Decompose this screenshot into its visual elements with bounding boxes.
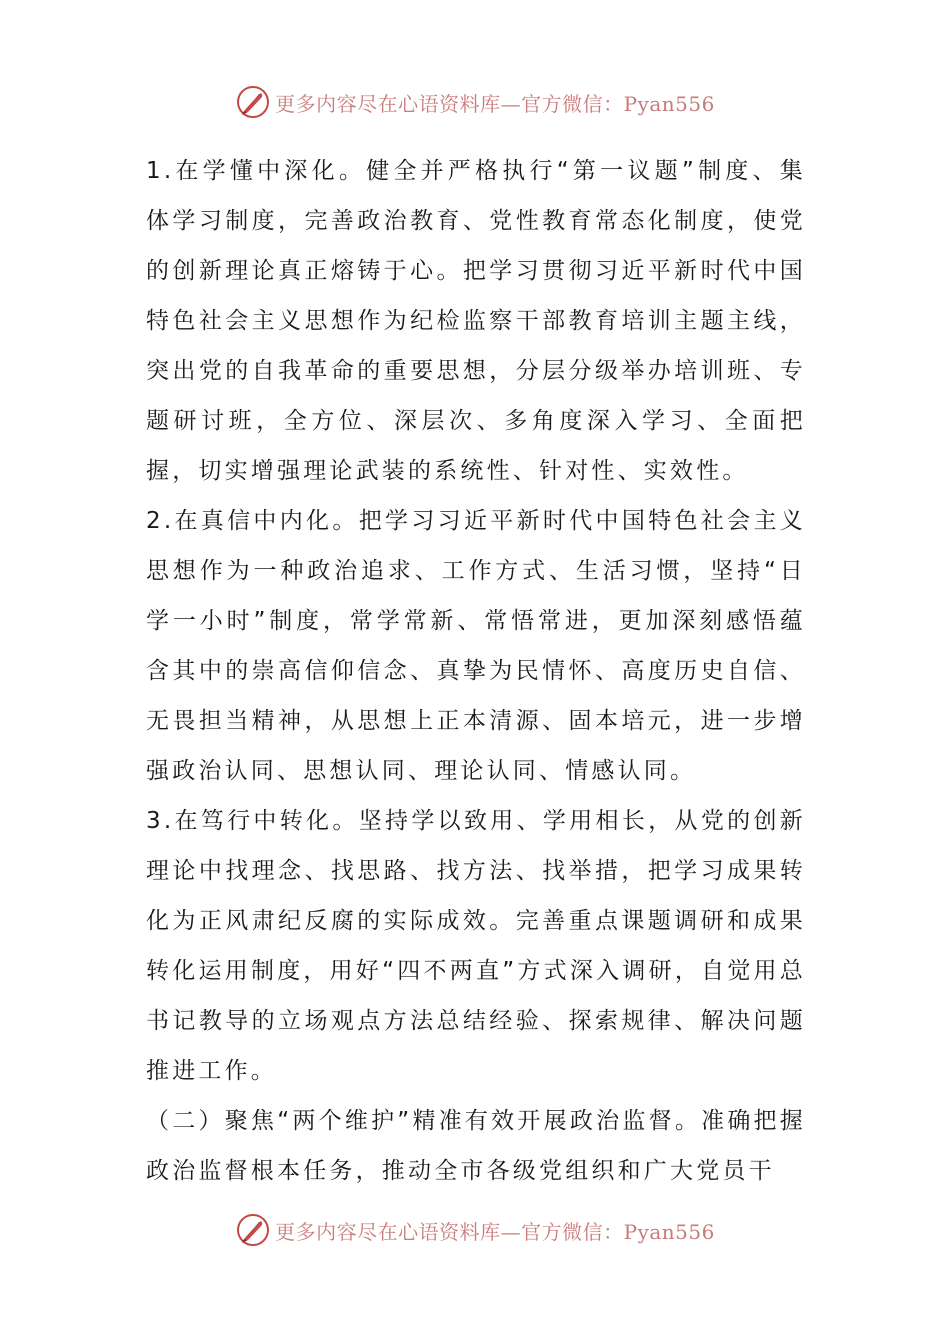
watermark-text: 更多内容尽在心语资料库—官方微信：Pyan556 (275, 1219, 715, 1244)
paragraph-1: 1.在学懂中深化。健全并严格执行“第一议题”制度、集体学习制度，完善政治教育、党性教育常态化制度，使党的创新理论真正熔铸于心。把学习贯彻习近平新时代中国特色社会主义思想作为纪检监察干部教育培训主题主线，突出党的自我革命的重要思想，分层分级举办培训班、专题研讨班，全方位、深层次、多角度深入学习、全面把握，切实增强理论武装的系统性、针对性、实效性。 (146, 158, 806, 484)
document-body (146, 146, 806, 1196)
footer-watermark-banner (0, 1208, 950, 1252)
paragraph-4: （二）聚焦“两个维护”精准有效开展政治监督。准确把握政治监督根本任务，推动全市各级党组织和广大党员干 (146, 1108, 806, 1184)
quill-logo-icon (235, 84, 271, 120)
paragraph-2: 2.在真信中内化。把学习习近平新时代中国特色社会主义思想作为一种政治追求、工作方式、生活习惯，坚持“日学一小时”制度，常学常新、常悟常进，更加深刻感悟蕴含其中的崇高信仰信念、真挚为民情怀、高度历史自信、无畏担当精神，从思想上正本清源、固本培元，进一步增强政治认同、思想认同、理论认同、情感认同。 (146, 508, 806, 784)
header-watermark-banner (0, 80, 950, 124)
watermark-text: 更多内容尽在心语资料库—官方微信：Pyan556 (275, 91, 715, 116)
quill-logo-icon (235, 1212, 271, 1248)
paragraph-3: 3.在笃行中转化。坚持学以致用、学用相长，从党的创新理论中找理念、找思路、找方法、找举措，把学习成果转化为正风肃纪反腐的实际成效。完善重点课题调研和成果转化运用制度，用好“四不两直”方式深入调研，自觉用总书记教导的立场观点方法总结经验、探索规律、解决问题推进工作。 (146, 808, 806, 1084)
